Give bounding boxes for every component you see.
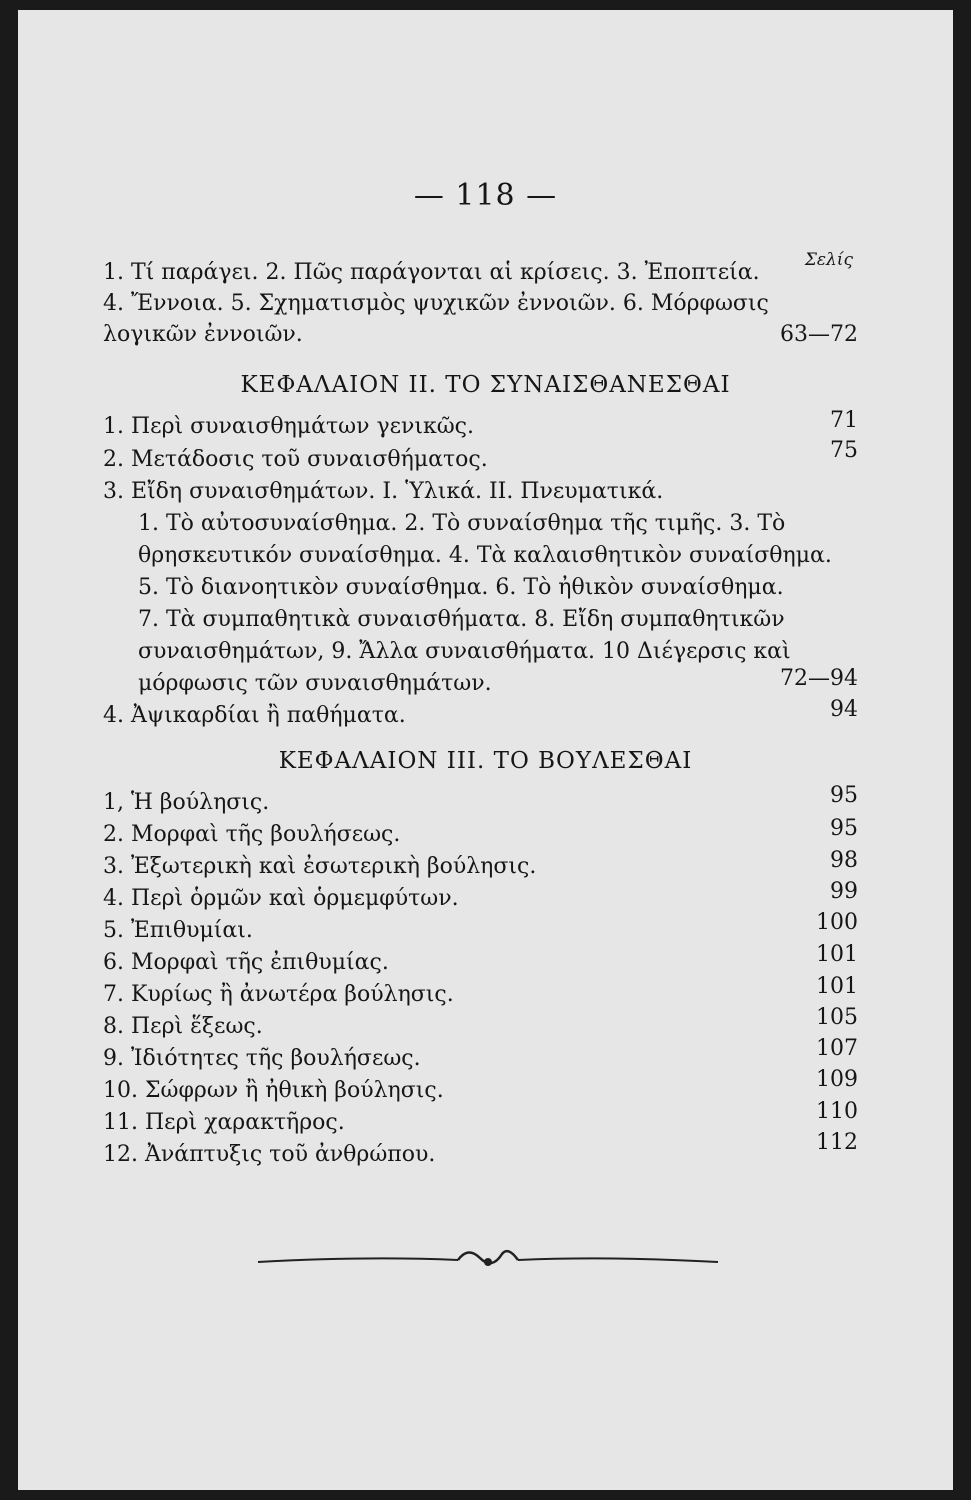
toc-page-ref: 75 xyxy=(830,438,858,463)
toc-subline: συναισθημάτων, 9. Ἄλλα συναισθήματα. 10 Διέγερσις καὶ xyxy=(138,639,791,664)
toc-line: 2. Μετάδοσις τοῦ συναισθήματος. xyxy=(103,447,488,472)
toc-line: 10. Σώφρων ἢ ἠθικὴ βούλησις. xyxy=(103,1078,444,1103)
toc-line: 6. Μορφαὶ τῆς ἐπιθυμίας. xyxy=(103,950,389,975)
toc-page-ref: 98 xyxy=(830,848,858,873)
toc-line: 1. Περὶ συναισθημάτων γενικῶς. xyxy=(103,414,474,439)
toc-page-ref: 63—72 xyxy=(780,322,858,347)
toc-page-ref: 101 xyxy=(816,974,858,999)
page-number: — 118 — xyxy=(413,178,558,213)
toc-page-ref: 72—94 xyxy=(780,666,858,691)
toc-line: 4. Ἀψικαρδίαι ἢ παθήματα. xyxy=(103,703,406,728)
toc-line: 1. Τί παράγει. 2. Πῶς παράγονται αἱ κρίσεις. 3. Ἐποπτεία. xyxy=(103,260,760,285)
toc-subline: θρησκευτικόν συναίσθημα. 4. Τὰ καλαισθητικὸν συναίσθημα. xyxy=(138,543,832,568)
toc-page-ref: 107 xyxy=(816,1036,858,1061)
toc-line: λογικῶν ἐννοιῶν. xyxy=(103,322,303,347)
toc-line: 11. Περὶ χαρακτῆρος. xyxy=(103,1110,345,1135)
toc-page-ref: 95 xyxy=(830,816,858,841)
toc-subline: μόρφωσις τῶν συναισθημάτων. xyxy=(138,671,492,696)
chapter-heading: ΚΕΦΑΛΑΙΟΝ ΙΙ. ΤΟ ΣΥΝΑΙΣΘΑΝΕΣΘΑΙ xyxy=(240,372,731,398)
chapter-heading: ΚΕΦΑΛΑΙΟΝ ΙΙΙ. ΤΟ ΒΟΥΛΕΣΘΑΙ xyxy=(278,748,693,774)
toc-page-ref: 95 xyxy=(830,783,858,808)
toc-page-ref: 110 xyxy=(816,1099,858,1124)
toc-subline: 1. Τὸ αὐτοσυναίσθημα. 2. Τὸ συναίσθημα τῆς τιμῆς. 3. Τὸ xyxy=(138,511,786,536)
toc-line: 2. Μορφαὶ τῆς βουλήσεως. xyxy=(103,822,401,847)
toc-page-ref: 94 xyxy=(830,697,858,722)
toc-line: 9. Ἰδιότητες τῆς βουλήσεως. xyxy=(103,1046,421,1071)
pages-column-header: Σελίς xyxy=(804,250,853,270)
toc-line: 4. Περὶ ὁρμῶν καὶ ὁρμεμφύτων. xyxy=(103,886,459,911)
toc-subline: 5. Τὸ διανοητικὸν συναίσθημα. 6. Τὸ ἠθικὸν συναίσθημα. xyxy=(138,575,784,600)
toc-line: 3. Εἴδη συναισθημάτων. Ι. Ὑλικά. ΙΙ. Πνευματικά. xyxy=(103,479,664,504)
toc-page-ref: 100 xyxy=(816,910,858,935)
toc-page-ref: 71 xyxy=(830,408,858,433)
toc-page-ref: 109 xyxy=(816,1067,858,1092)
toc-line: 5. Ἐπιθυμίαι. xyxy=(103,918,253,943)
toc-page-ref: 112 xyxy=(816,1130,858,1155)
toc-page-ref: 101 xyxy=(816,942,858,967)
toc-subline: 7. Τὰ συμπαθητικὰ συναισθήματα. 8. Εἴδη συμπαθητικῶν xyxy=(138,607,785,632)
toc-line: 7. Κυρίως ἢ ἀνωτέρα βούλησις. xyxy=(103,982,454,1007)
toc-page-ref: 99 xyxy=(830,879,858,904)
toc-line: 8. Περὶ ἕξεως. xyxy=(103,1014,263,1039)
toc-line: 4. Ἔννοια. 5. Σχηματισμὸς ψυχικῶν ἐννοιῶν. 6. Μόρφωσις xyxy=(103,291,769,316)
toc-page-ref: 105 xyxy=(816,1005,858,1030)
toc-line: 12. Ἀνάπτυξις τοῦ ἀνθρώπου. xyxy=(103,1142,436,1167)
book-page xyxy=(18,10,953,1490)
toc-line: 1, Ἡ βούλησις. xyxy=(103,790,270,815)
toc-line: 3. Ἐξωτερικὴ καὶ ἐσωτερικὴ βούλησις. xyxy=(103,854,537,879)
ornament-divider xyxy=(248,1240,728,1280)
